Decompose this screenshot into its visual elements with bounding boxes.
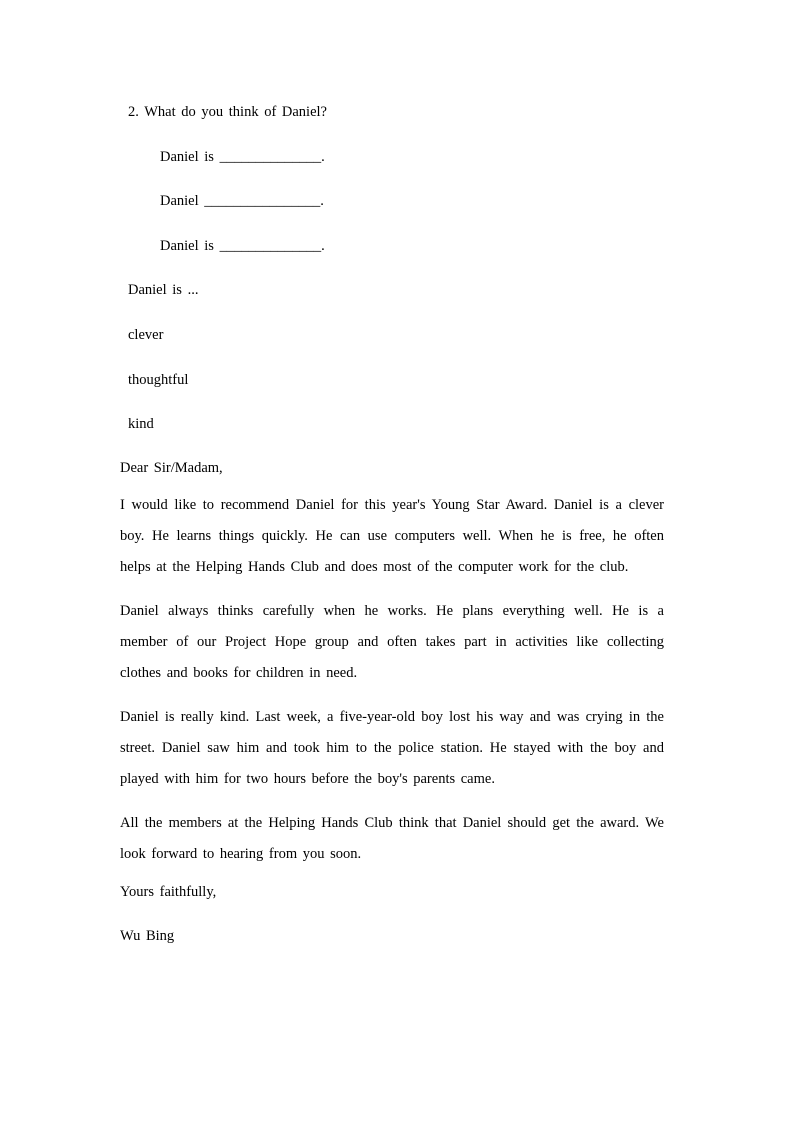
- letter-paragraph-1: I would like to recommend Daniel for this year's Young Star Award. Daniel is a clever boy. He learns things quickly. He can use computers well. When he is free, he often helps at the Helping Hands Club and does most of the computer work for the club.: [120, 497, 664, 575]
- question-text: 2. What do you think of Daniel?: [128, 104, 327, 120]
- word-box-item-clever: clever: [128, 327, 164, 343]
- letter-signature: Wu Bing: [120, 928, 175, 944]
- letter-paragraph-4: All the members at the Helping Hands Club think that Daniel should get the award. We look forward to hearing from you soon.: [120, 815, 664, 862]
- letter-salutation: Dear Sir/Madam,: [120, 460, 223, 476]
- word-box-title: Daniel is ...: [128, 282, 199, 298]
- answer-line-1: Daniel is ______________.: [160, 149, 325, 165]
- letter-paragraph-3: Daniel is really kind. Last week, a five-year-old boy lost his way and was crying in the street. Daniel saw him and took him to the police station. He stayed with the boy and played with him for two hours before the boy's parents came.: [120, 709, 664, 787]
- word-box-item-thoughtful: thoughtful: [128, 372, 189, 388]
- word-box-item-kind: kind: [128, 416, 154, 432]
- letter-closing: Yours faithfully,: [120, 884, 217, 900]
- letter-paragraph-2: Daniel always thinks carefully when he works. He plans everything well. He is a member of our Project Hope group and often takes part in activities like collecting clothes and books for children in need.: [120, 603, 664, 681]
- recommendation-letter: [120, 459, 664, 945]
- answer-line-2: Daniel ________________.: [160, 193, 324, 209]
- answer-line-3: Daniel is ______________.: [160, 238, 325, 254]
